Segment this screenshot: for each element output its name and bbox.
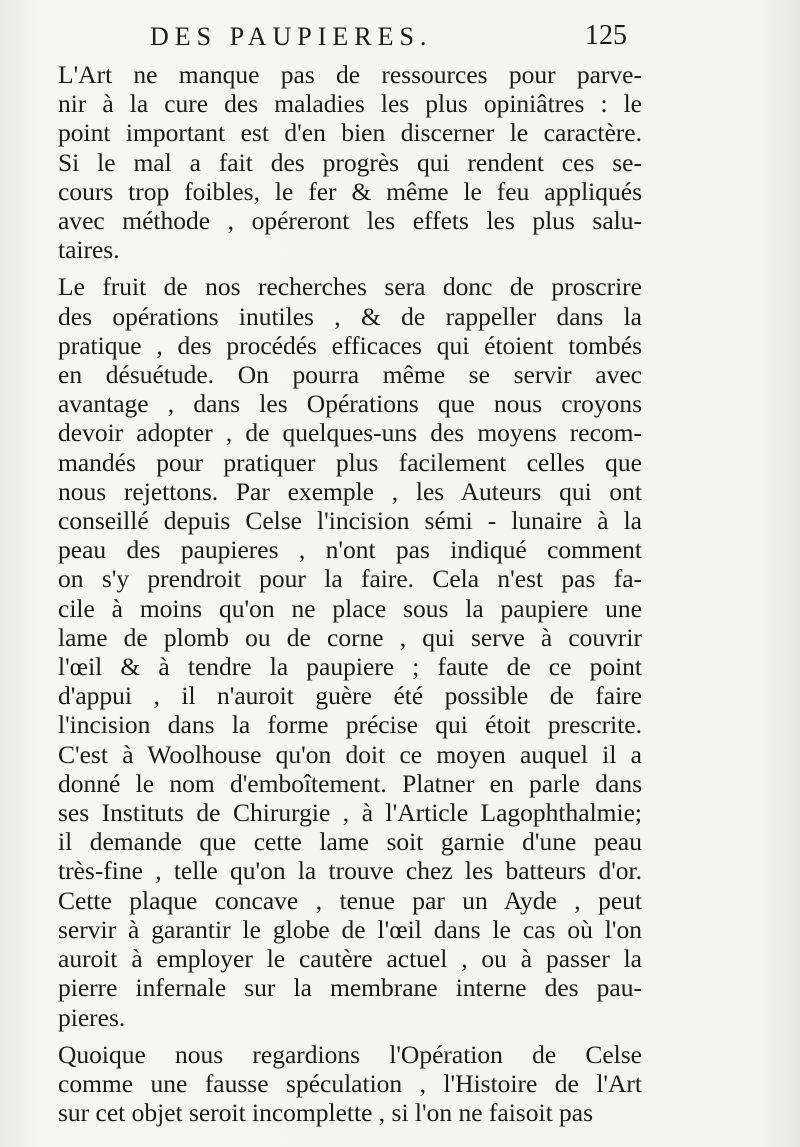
paragraph — [58, 272, 642, 1031]
text-line: devoir adopter , de quelques-uns des moyens recom- — [58, 418, 642, 448]
text-line: point important est d'en bien discerner le caractère. — [58, 118, 642, 148]
text-line: servir à garantir le globe de l'œil dans le cas où l'on — [58, 914, 642, 944]
text-line: auroit à employer le cautère actuel , ou à passer la — [58, 944, 642, 974]
text-line: pieres. — [58, 1002, 126, 1032]
text-line: pratique , des procédés efficaces qui étoient tombés — [58, 330, 642, 360]
text-line: cours trop foibles, le fer & même le feu appliqués — [58, 176, 642, 206]
text-line: nir à la cure des maladies les plus opiniâtres : le — [58, 89, 642, 119]
text-line: peau des paupieres , n'ont pas indiqué comment — [58, 535, 642, 565]
running-header: DES PAUPIERES. — [150, 22, 433, 51]
text-line: L'Art ne manque pas de ressources pour parve- — [58, 60, 642, 89]
paragraph-gap — [58, 264, 642, 272]
text-line: avantage , dans les Opérations que nous croyons — [58, 389, 642, 419]
text-line: Si le mal a fait des progrès qui rendent ces se- — [58, 147, 642, 177]
text-line: comme une fausse spéculation , l'Histoire de l'Art — [58, 1068, 642, 1098]
text-line: taires. — [58, 235, 120, 265]
page-number: 125 — [585, 20, 627, 51]
text-line: nous rejettons. Par exemple , les Auteurs qui ont — [58, 476, 642, 506]
text-line: mandés pour pratiquer plus facilement celles que — [58, 447, 642, 477]
paragraph-gap — [58, 1032, 642, 1040]
text-line: lame de plomb ou de corne , qui serve à couvrir — [58, 622, 642, 652]
paragraph — [58, 1040, 642, 1128]
text-line: on s'y prendroit pour la faire. Cela n'est pas fa- — [58, 564, 642, 594]
text-line: des opérations inutiles , & de rappeller dans la — [58, 301, 642, 331]
text-line: C'est à Woolhouse qu'on doit ce moyen auquel il a — [58, 739, 642, 769]
text-line: avec méthode , opéreront les effets les plus salu- — [58, 206, 642, 236]
text-line: donné le nom d'emboîtement. Platner en parle dans — [58, 768, 642, 798]
text-line: très-fine , telle qu'on la trouve chez les batteurs d'or. — [58, 856, 642, 886]
text-line: l'incision dans la forme précise qui étoit prescrite. — [58, 710, 642, 740]
text-line: Le fruit de nos recherches sera donc de proscrire — [58, 272, 642, 302]
text-line: pierre infernale sur la membrane interne des pau- — [58, 973, 642, 1003]
text-line: en désuétude. On pourra même se servir avec — [58, 360, 642, 390]
text-line: sur cet objet seroit incomplette , si l'on ne faisoit pas — [58, 1098, 594, 1128]
text-line: d'appui , il n'auroit guère été possible de faire — [58, 681, 642, 711]
text-line: cile à moins qu'on ne place sous la paupiere une — [58, 593, 642, 623]
text-line: l'œil & à tendre la paupiere ; faute de ce point — [58, 652, 642, 682]
text-line: il demande que cette lame soit garnie d'une peau — [58, 827, 642, 857]
text-line: ses Instituts de Chirurgie , à l'Article Lagophthalmie; — [58, 798, 642, 828]
text-line: Cette plaque concave , tenue par un Ayde , peut — [58, 885, 642, 915]
text-line: conseillé depuis Celse l'incision sémi - lunaire à la — [58, 506, 642, 536]
body-text — [58, 60, 642, 1127]
text-line: Quoique nous regardions l'Opération de Celse — [58, 1039, 642, 1069]
paragraph — [58, 60, 642, 264]
